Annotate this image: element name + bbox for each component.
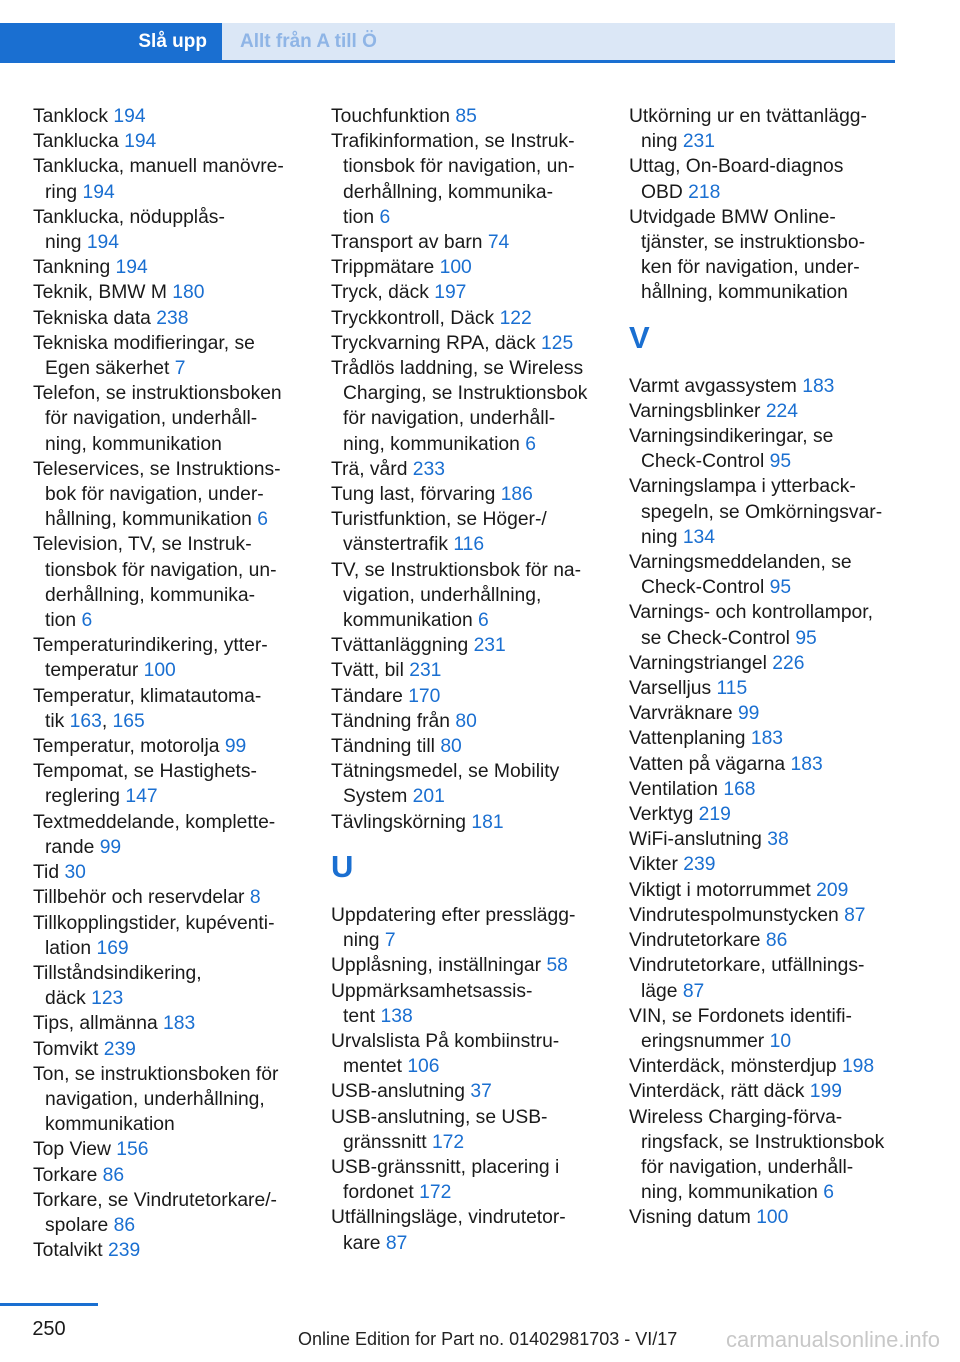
index-entry: Textmeddelande, komplette- rande 99 xyxy=(33,811,276,858)
page-link[interactable]: 194 xyxy=(124,131,157,153)
header-bar xyxy=(0,23,895,63)
tab-a-to-z[interactable]: Allt från A till Ö xyxy=(222,23,895,60)
footer-divider xyxy=(0,1303,98,1306)
page-link[interactable]: 239 xyxy=(103,1038,136,1060)
page-link[interactable]: 85 xyxy=(455,106,477,127)
index-entry: Tips, allmänna 183 xyxy=(33,1013,196,1035)
page-link[interactable]: 239 xyxy=(108,1240,141,1262)
index-entry: Varningsindikeringar, se Check-Control 95 xyxy=(629,426,834,473)
page-link[interactable]: 99 xyxy=(737,703,760,725)
index-entry: USB-anslutning, se USB- gränssnitt 172 xyxy=(331,1106,548,1153)
index-entry: Wireless Charging-förva- ringsfack, se Instruktionsbok för navigation, underhåll- ning, kommunikation 6 xyxy=(629,1106,885,1204)
index-entry: Tillbehör och reservdelar 8 xyxy=(33,887,261,909)
index-entry: Varvräknare 99 xyxy=(629,703,760,725)
index-entry: Vinterdäck, mönsterdjup 198 xyxy=(629,1056,875,1078)
page-link[interactable]: 99 xyxy=(224,736,247,758)
index-entry: Tanklock 194 xyxy=(33,106,146,127)
page-link[interactable]: 86 xyxy=(113,1214,136,1236)
index-entry: Vatten på vägarna 183 xyxy=(629,753,823,775)
page-link[interactable]: 7 xyxy=(174,358,186,380)
page-link[interactable]: 194 xyxy=(115,257,148,279)
index-entry: Varselljus 115 xyxy=(629,678,748,700)
page-link[interactable]: 122 xyxy=(499,307,532,329)
index-entry: Transport av barn 74 xyxy=(331,232,510,254)
page-link[interactable]: 95 xyxy=(795,627,817,649)
index-entry: Visning datum 100 xyxy=(629,1207,789,1229)
index-entry: Trippmätare 100 xyxy=(331,257,472,279)
page-link[interactable]: 165 xyxy=(112,710,145,732)
index-entry: Viktigt i motorrummet 209 xyxy=(629,879,849,901)
index-entry: Uppmärksamhetsassis- tent 138 xyxy=(331,980,533,1027)
index-column-3 xyxy=(629,104,899,1231)
page-link[interactable]: 233 xyxy=(412,458,445,480)
index-entry: Tvättanläggning 231 xyxy=(331,635,506,657)
index-entry: Tillkopplingstider, kupéventi- lation 169 xyxy=(33,912,275,959)
page-link[interactable]: 231 xyxy=(473,635,506,657)
index-entry: Urvalslista På kombiinstru- mentet 106 xyxy=(331,1030,560,1078)
page-link[interactable]: 201 xyxy=(412,786,445,808)
index-entry: Teleservices, se Instruktions- bok för navigation, under- hållning, kommunikation 6 xyxy=(33,458,281,531)
page-link[interactable]: 115 xyxy=(716,678,748,700)
edition-note: Online Edition for Part no. 01402981703 - VI/17 xyxy=(298,1329,678,1349)
index-entry: Tändare 170 xyxy=(331,685,441,707)
index-entry: VIN, se Fordonets identifi- eringsnummer 10 xyxy=(629,1005,852,1052)
index-entry: Touchfunktion 85 xyxy=(331,106,477,127)
page-link[interactable]: 231 xyxy=(409,660,442,682)
index-entry: Uppdatering efter presslägg- ning 7 xyxy=(331,904,576,952)
header-divider xyxy=(0,60,895,63)
page-link[interactable]: 183 xyxy=(750,728,784,750)
index-entry: Telefon, se instruktionsboken för navigation, underhåll- ning, kommunikation xyxy=(33,383,282,455)
index-entry: Tätningsmedel, se Mobility System 201 xyxy=(331,761,560,808)
page-link[interactable]: 219 xyxy=(698,804,731,826)
index-entry: Television, TV, se Instruk- tionsbok för navigation, un- derhållning, kommunika- tion 6 xyxy=(33,534,277,632)
page-link[interactable]: 10 xyxy=(769,1030,792,1052)
index-entry: Tempomat, se Hastighets- reglering 147 xyxy=(33,761,257,808)
page-link[interactable]: 231 xyxy=(682,131,715,153)
index-entry: Varningslampa i ytterback- spegeln, se Omkörningsvar- ning 134 xyxy=(629,476,883,548)
page-link[interactable]: 6 xyxy=(257,509,268,531)
index-entry: Tändning från 80 xyxy=(331,710,477,732)
page-link[interactable]: 238 xyxy=(156,307,189,329)
page-link[interactable]: 198 xyxy=(841,1056,875,1078)
page-link[interactable]: 38 xyxy=(767,829,789,851)
page-number: 250 xyxy=(32,1318,66,1340)
index-entry: Tekniska modifieringar, se Egen säkerhet 7 xyxy=(33,332,255,380)
page-link[interactable]: 6 xyxy=(478,610,489,632)
index-entry: Tankning 194 xyxy=(33,257,148,279)
index-entry: Temperatur, klimatautoma- tik 163, 165 xyxy=(33,685,262,732)
index-entry: Trafikinformation, se Instruk- tionsbok för navigation, un- derhållning, kommunika- tion 6 xyxy=(331,131,575,228)
page-link[interactable]: 6 xyxy=(525,433,536,455)
index-entry: WiFi-anslutning 38 xyxy=(629,829,789,851)
watermark: carmanualsonline.info xyxy=(725,1327,940,1352)
page-link[interactable]: 181 xyxy=(471,811,504,833)
page-link[interactable]: 186 xyxy=(500,484,533,506)
index-entry: Tanklucka, manuell manövre- ring 194 xyxy=(33,156,284,203)
page-link[interactable]: 170 xyxy=(408,685,441,707)
page-link[interactable]: 199 xyxy=(809,1081,842,1103)
index-entry: Totalvikt 239 xyxy=(33,1240,141,1262)
page-link[interactable]: 80 xyxy=(440,736,462,758)
page-link[interactable]: 172 xyxy=(419,1182,452,1204)
page-link[interactable]: 87 xyxy=(682,980,705,1002)
index-entry: Tanklucka 194 xyxy=(33,131,157,153)
page-link[interactable]: 168 xyxy=(723,778,756,800)
page-link[interactable]: 100 xyxy=(756,1207,789,1229)
page-link[interactable]: 7 xyxy=(384,930,396,952)
page-link[interactable]: 147 xyxy=(125,786,158,808)
index-entry: Tryckvarning RPA, däck 125 xyxy=(331,332,574,354)
index-entry: Ventilation 168 xyxy=(629,778,756,800)
page-link[interactable]: 169 xyxy=(96,937,129,959)
index-entry: Trådlös laddning, se Wireless Charging, se Instruktionsbok för navigation, underhåll- ning, kommunikation 6 xyxy=(331,358,588,455)
index-entry: Vindrutetorkare 86 xyxy=(629,930,788,952)
page-link[interactable]: 172 xyxy=(431,1131,465,1153)
index-entry: Varnings- och kontrollampor, se Check-Control 95 xyxy=(629,602,873,649)
index-entry: Teknik, BMW M 180 xyxy=(33,282,205,304)
page-link[interactable]: 6 xyxy=(81,610,93,632)
tab-look-up[interactable]: Slå upp xyxy=(0,23,222,60)
page-link[interactable]: 30 xyxy=(64,862,86,884)
page-link[interactable]: 80 xyxy=(455,710,477,732)
index-entry: Tid 30 xyxy=(33,862,86,884)
index-entry: Vindrutetorkare, utfällnings- läge 87 xyxy=(629,955,865,1002)
page-link[interactable]: 138 xyxy=(380,1005,413,1027)
page-link[interactable]: 125 xyxy=(541,332,574,354)
index-entry: Top View 156 xyxy=(33,1139,149,1161)
page-link[interactable]: 86 xyxy=(765,930,788,952)
page-link[interactable]: 74 xyxy=(487,232,510,254)
page-link[interactable]: 58 xyxy=(546,955,568,977)
page-link[interactable]: 239 xyxy=(683,854,716,876)
page-link[interactable]: 183 xyxy=(802,375,835,397)
index-entry: Vattenplaning 183 xyxy=(629,728,784,750)
index-entry: Uttag, On-Board-diagnos OBD 218 xyxy=(629,156,844,203)
page-link[interactable]: 194 xyxy=(113,106,146,127)
index-entry: Varningstriangel 226 xyxy=(629,652,805,674)
index-entry: Torkare, se Vindrutetorkare/- spolare 86 xyxy=(33,1189,277,1236)
index-entry: Upplåsning, inställningar 58 xyxy=(331,955,568,977)
index-entry: TV, se Instruktionsbok för na- vigation, underhållning, kommunikation 6 xyxy=(331,559,582,632)
page-link[interactable]: 224 xyxy=(765,400,798,422)
index-entry: Vikter 239 xyxy=(629,854,716,876)
page-link[interactable]: 100 xyxy=(439,257,472,279)
index-entry: Trä, vård 233 xyxy=(331,458,445,480)
index-entry: Tanklucka, nödupplås- ning 194 xyxy=(33,206,225,254)
page-link[interactable]: 116 xyxy=(453,534,485,556)
index-entry: Tomvikt 239 xyxy=(33,1038,136,1060)
index-entry: Temperatur, motorolja 99 xyxy=(33,736,247,758)
page-link[interactable]: 209 xyxy=(816,879,849,901)
section-letter: V xyxy=(629,319,650,355)
page-link[interactable]: 180 xyxy=(172,282,205,304)
index-entry: Tung last, förvaring 186 xyxy=(331,484,533,506)
page-link[interactable]: 37 xyxy=(470,1081,492,1103)
index-entry: USB-gränssnitt, placering i fordonet 172 xyxy=(331,1156,560,1204)
index-entry: Varningsmeddelanden, se Check-Control 95 xyxy=(629,552,852,599)
index-entry: Torkare 86 xyxy=(33,1164,125,1186)
index-column-1 xyxy=(33,104,308,1263)
index-column-2 xyxy=(331,104,606,1256)
page-link[interactable]: 100 xyxy=(143,660,176,682)
index-entry: Tryck, däck 197 xyxy=(331,282,467,304)
page-link[interactable]: 123 xyxy=(91,988,124,1010)
index-entry: Vindrutespolmunstycken 87 xyxy=(629,904,866,926)
index-entry: Verktyg 219 xyxy=(629,804,731,826)
index-entry: Varningsblinker 224 xyxy=(629,400,798,422)
page-link[interactable]: 95 xyxy=(769,451,792,473)
page-link[interactable]: 106 xyxy=(407,1056,440,1078)
index-entry: Tillståndsindikering, däck 123 xyxy=(33,962,202,1010)
page-link[interactable]: 8 xyxy=(249,887,261,909)
index-entry: Tryckkontroll, Däck 122 xyxy=(331,307,532,329)
index-entry: Tävlingskörning 181 xyxy=(331,811,504,833)
page-link[interactable]: 134 xyxy=(682,526,715,548)
index-entry: Utfällningsläge, vindrutetor- kare 87 xyxy=(331,1207,566,1254)
page-link[interactable]: 226 xyxy=(772,652,805,674)
page-link[interactable]: 194 xyxy=(82,181,115,203)
page-link[interactable]: 194 xyxy=(86,232,119,254)
index-entry: Tekniska data 238 xyxy=(33,307,189,329)
page-link[interactable]: 218 xyxy=(688,181,721,203)
index-entry: Vinterdäck, rätt däck 199 xyxy=(629,1081,842,1103)
index-entry: Utvidgade BMW Online- tjänster, se instruktionsbo- ken för navigation, under- hållning, kommunikation xyxy=(629,206,865,304)
page-link[interactable]: 95 xyxy=(769,577,792,599)
page-link[interactable]: 163 xyxy=(69,710,102,732)
page-link[interactable]: 183 xyxy=(790,753,823,775)
page-link[interactable]: 6 xyxy=(379,206,391,228)
page-link[interactable]: 197 xyxy=(434,282,467,304)
index-entry: Utkörning ur en tvättanlägg- ning 231 xyxy=(629,106,867,153)
page-link[interactable]: 6 xyxy=(823,1182,834,1204)
page-link[interactable]: 86 xyxy=(102,1164,125,1186)
page-link[interactable]: 99 xyxy=(99,836,122,858)
index-entry: Tvätt, bil 231 xyxy=(331,660,442,682)
index-entry: Varmt avgassystem 183 xyxy=(629,375,835,397)
index-entry: Temperaturindikering, ytter- temperatur 100 xyxy=(33,635,268,682)
page-link[interactable]: 87 xyxy=(844,904,866,926)
page-link[interactable]: 87 xyxy=(385,1232,408,1254)
index-entry: Turistfunktion, se Höger-/ vänstertrafik 116 xyxy=(331,509,547,556)
index-entry: Tändning till 80 xyxy=(331,736,462,758)
page-link[interactable]: 183 xyxy=(163,1013,196,1035)
index-entry: USB-anslutning 37 xyxy=(331,1081,492,1103)
index-entry: Ton, se instruktionsboken för navigation, underhållning, kommunikation xyxy=(33,1063,279,1136)
page-link[interactable]: 156 xyxy=(116,1139,149,1161)
section-letter: U xyxy=(331,848,354,884)
